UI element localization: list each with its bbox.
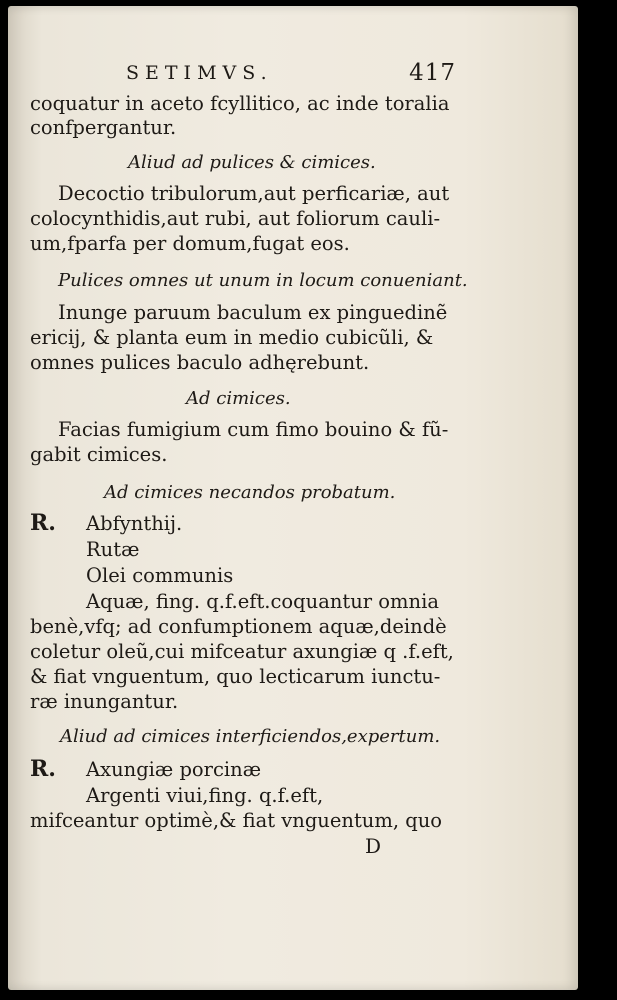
text-line: coquatur in aceto fcyllitico, ac inde toralia (30, 92, 450, 115)
text-line: mifceantur optimè,& fiat vnguentum, quo (30, 809, 443, 832)
section-title: Aliud ad cimices interficiendos,expertum. (60, 726, 441, 747)
section-title: Ad cimices necandos probatum. (104, 482, 396, 503)
text-line: Argenti viui,fing. q.f.eft, (86, 784, 324, 807)
section-title: Pulices omnes ut unum in locum conueniant. (58, 270, 468, 291)
text-line: Abfynthij. (86, 512, 183, 535)
text-line: benè,vfq; ad confumptionem aquæ,deindè (30, 615, 447, 638)
text-line: colocynthidis,aut rubi, aut foliorum cauli- (30, 207, 441, 230)
text-line: Rutæ (86, 538, 140, 561)
text-line: & fiat vnguentum, quo lecticarum iunctu- (30, 665, 441, 688)
section-title: Aliud ad pulices & cimices. (128, 152, 376, 173)
signature-mark: D (365, 834, 382, 858)
running-head (126, 62, 456, 92)
text-line: gabit cimices. (30, 443, 168, 466)
text-line: coletur oleũ,cui mifceatur axungiæ q .f.eft, (30, 640, 454, 663)
section-title: Ad cimices. (186, 388, 291, 409)
text-line: Facias fumigium cum fimo bouino & fũ- (58, 418, 449, 441)
text-line: ericij, & planta eum in medio cubicũli, & (30, 326, 434, 349)
text-line: um,fparfa per domum,fugat eos. (30, 232, 350, 255)
text-line: Axungiæ porcinæ (86, 758, 262, 781)
book-page (8, 6, 578, 990)
recipe-mark: R. (30, 756, 56, 782)
text-line: confpergantur. (30, 116, 177, 139)
recipe-mark: R. (30, 510, 56, 536)
text-line: Aquæ, fing. q.f.eft.coquantur omnia (86, 590, 439, 613)
text-line: ræ inungantur. (30, 690, 179, 713)
text-line: Olei communis (86, 564, 234, 587)
text-line: omnes pulices baculo adhęrebunt. (30, 351, 370, 374)
text-line: Decoctio tribulorum,aut perficariæ, aut (58, 182, 450, 205)
running-head-title: SETIMVS. (126, 62, 273, 84)
text-line: Inunge paruum baculum ex pinguedinẽ (58, 301, 448, 324)
page-edge-shadow (578, 6, 617, 1000)
page-number: 417 (409, 60, 456, 86)
